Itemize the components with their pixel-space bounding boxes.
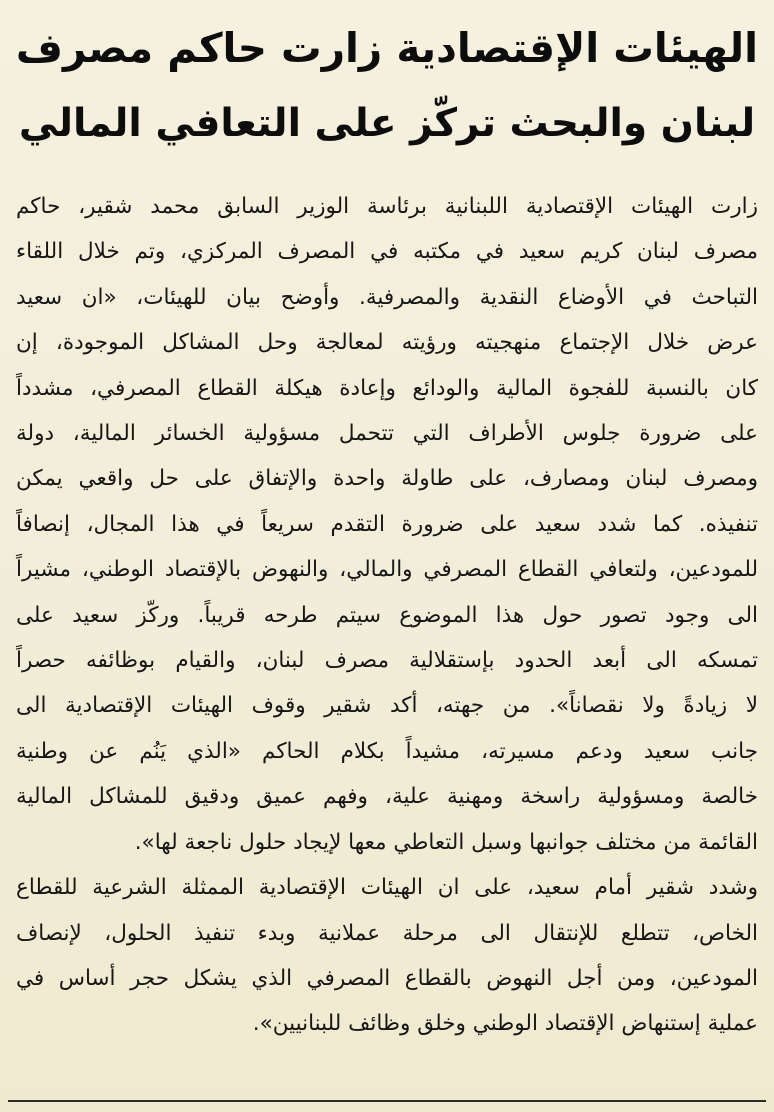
- article-line: خالصة ومسؤولية راسخة ومهنية علية، وفهم عميق ودقيق للمشاكل المالية: [16, 784, 758, 810]
- article-line: الى وجود تصور حول هذا الموضوع سيتم طرحه قريباً. وركّز سعيد على: [16, 602, 758, 628]
- article-line: جانب سعيد ودعم مسيرته، مشيداً بكلام الحاكم «الذي يَنُم عن وطنية: [16, 738, 758, 764]
- article-line: عملية إستنهاض الإقتصاد الوطني وخلق وظائف للبنانيين».: [252, 1011, 758, 1037]
- article-line: على ضرورة جلوس الأطراف التي تتحمل مسؤولية الخسائر المالية، دولة: [16, 421, 758, 447]
- article-line: تنفيذه. كما شدد سعيد على ضرورة التقدم سريعاً في هذا المجال، إنصافاً: [16, 511, 758, 537]
- article-line: القائمة من مختلف جوانبها وسبل التعاطي معها لإيجاد حلول ناجعة لها».: [134, 829, 758, 855]
- headline-line-1: الهيئات الإقتصادية زارت حاكم مصرف: [15, 24, 758, 72]
- article-line: وشدد شقير أمام سعيد، على ان الهيئات الإقتصادية الممثلة الشرعية للقطاع: [16, 875, 758, 901]
- headline: [16, 10, 758, 162]
- article-line: لا زيادةً ولا نقصاناً». من جهته، أكد شقير وقوف الهيئات الإقتصادية الى: [16, 693, 758, 719]
- article-line: للمودعين، ولتعافي القطاع المصرفي والمالي، والنهوض بالإقتصاد الوطني، مشيراً: [16, 557, 758, 583]
- article-line: كان بالنسبة للفجوة المالية والودائع وإعادة هيكلة القطاع المصرفي، مشدداً: [16, 375, 758, 401]
- article-line: زارت الهيئات الإقتصادية اللبنانية برئاسة الوزير السابق محمد شقير، حاكم: [16, 194, 758, 219]
- article-line: تمسكه الى أبعد الحدود بإستقلالية مصرف لبنان، والقيام بوظائفه حصراً: [16, 648, 758, 674]
- article-line: ومصرف لبنان ومصارف، على طاولة واحدة والإتفاق على حل واقعي يمكن: [16, 466, 758, 492]
- article-line: عرض خلال الإجتماع منهجيته ورؤيته لمعالجة وحل المشاكل الموجودة، إن: [16, 330, 758, 356]
- article-line: مصرف لبنان كريم سعيد في مكتبه في المصرف المركزي، وتم خلال اللقاء: [16, 239, 758, 265]
- bottom-divider: [8, 1100, 766, 1102]
- article-line: المودعين، ومن أجل النهوض بالقطاع المصرفي الذي يشكل حجر أساس في: [16, 965, 758, 991]
- article-body: [16, 184, 758, 1047]
- article-line: التباحث في الأوضاع النقدية والمصرفية. وأوضح بيان للهيئات، «ان سعيد: [16, 284, 758, 310]
- headline-line-2: لبنان والبحث تركّز على التعافي المالي: [18, 101, 756, 146]
- article-line: الخاص، تتطلع للإنتقال الى مرحلة عملانية وبدء تنفيذ الحلول، لإنصاف: [16, 920, 758, 946]
